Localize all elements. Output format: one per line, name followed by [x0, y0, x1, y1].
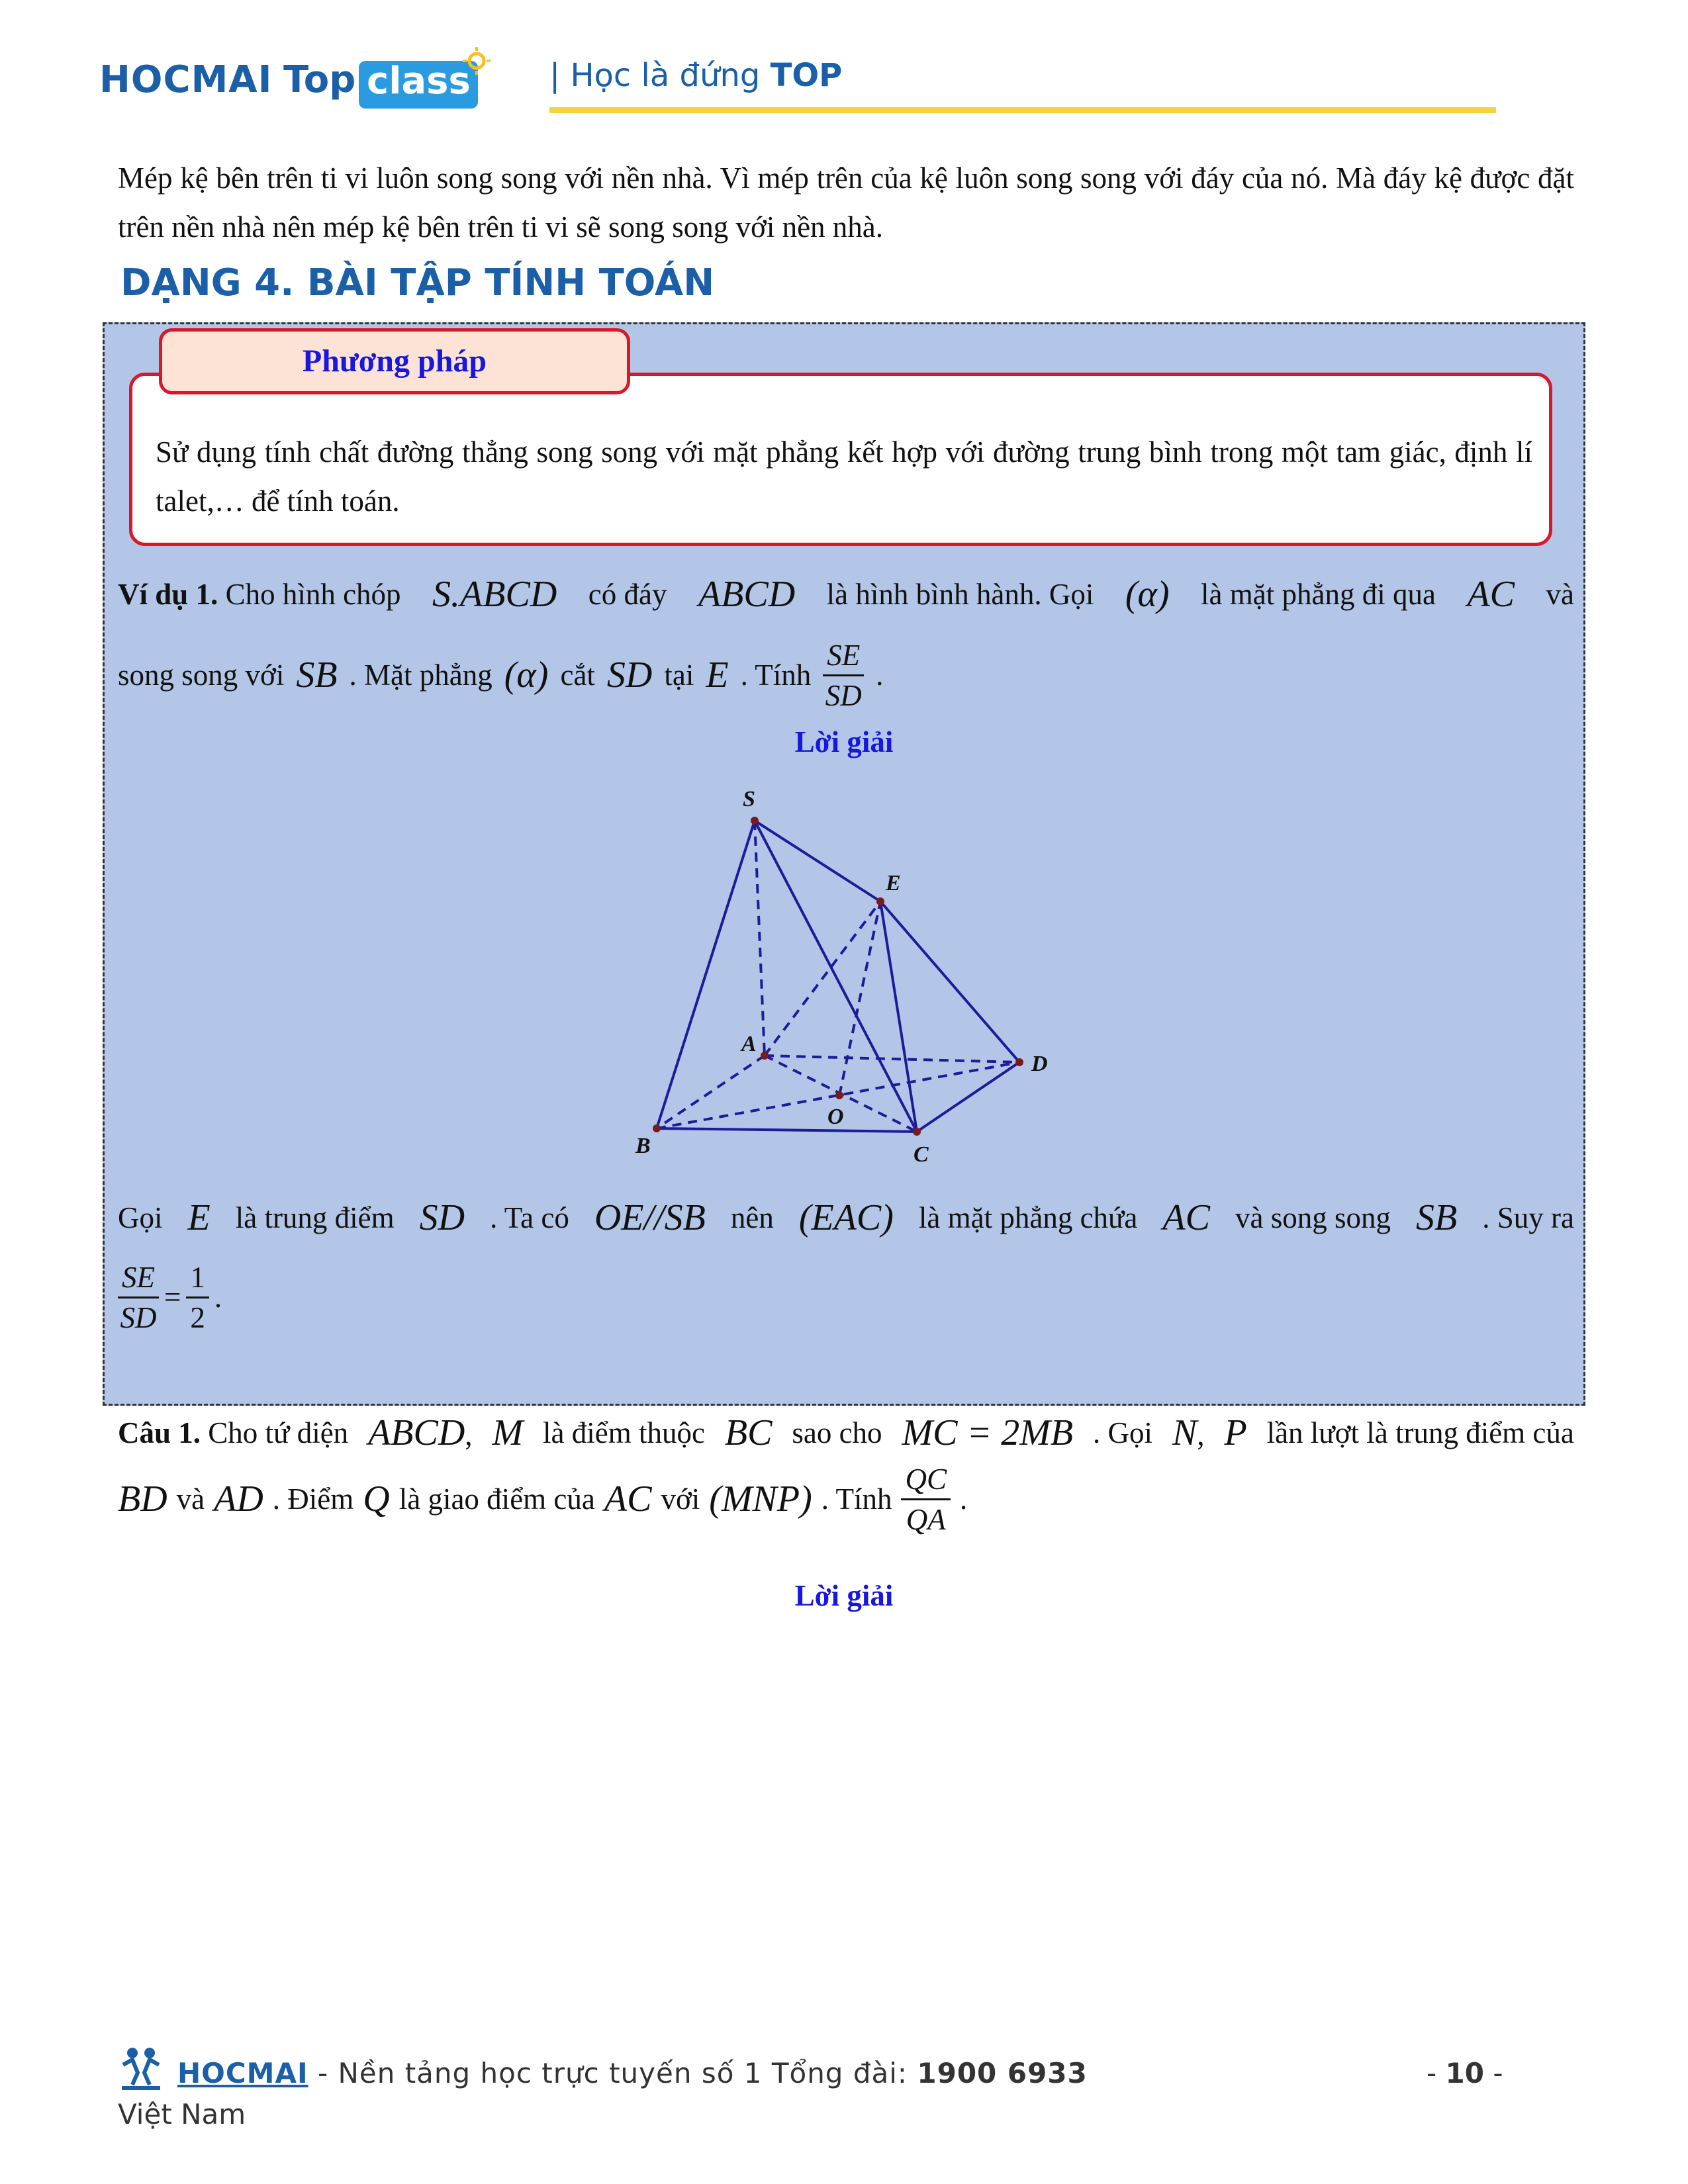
cau1-text: Cho tứ diện: [208, 1416, 349, 1449]
math-abcd: ABCD: [368, 1412, 465, 1453]
math-alpha: (α): [504, 655, 549, 696]
cau1-text: .: [959, 1482, 968, 1516]
math-sb: SB: [296, 655, 338, 696]
edge-ad: [765, 1056, 1019, 1062]
solution1-text: là trung điểm: [235, 1201, 395, 1234]
cau1-line1: [118, 1406, 1574, 1459]
math-sd: SD: [606, 655, 653, 696]
cau1-text: ,: [1197, 1418, 1205, 1451]
math-oe-parallel-sb: OE//SB: [594, 1197, 706, 1238]
example1-text: . Mặt phẳng: [349, 659, 492, 692]
example1-text: có đáy: [588, 578, 667, 611]
example1-text: tại: [664, 659, 694, 692]
cau1-text: sao cho: [792, 1416, 882, 1449]
edge-sa: [755, 821, 765, 1056]
solution1-text: . Ta có: [490, 1201, 569, 1234]
label-s: S: [743, 787, 755, 811]
example1-label: Ví dụ 1.: [118, 578, 218, 611]
example1-text: Cho hình chóp: [225, 578, 401, 611]
pyramid-figure: [616, 774, 1079, 1171]
hocmai-footer-icon: [118, 2045, 164, 2091]
math-p: P: [1224, 1412, 1247, 1453]
math-eac: (EAC): [798, 1197, 894, 1238]
example1-text: .: [876, 659, 884, 692]
cau1-text: là điểm thuộc: [543, 1416, 705, 1449]
math-sb: SB: [1415, 1197, 1458, 1238]
solution1-text: . Suy ra: [1482, 1201, 1574, 1234]
fraction-one-half: $\frac{1}{2}$: [186, 1258, 209, 1337]
example1-text: cắt: [560, 659, 595, 692]
tagline-bar: |: [549, 57, 561, 94]
logo-class-text: class: [367, 60, 471, 103]
tagline-text: Học là đứng: [570, 57, 761, 94]
math-mnp: (MNP): [709, 1479, 812, 1520]
header-tagline: [549, 57, 842, 94]
point-a: [761, 1052, 769, 1060]
label-b: B: [635, 1134, 651, 1158]
math-m: M: [492, 1412, 524, 1453]
solution1-line2: [118, 1251, 316, 1343]
edge-se: [755, 821, 880, 901]
example1-text: . Tính: [740, 659, 812, 692]
point-c: [913, 1128, 921, 1136]
math-ad: AD: [214, 1479, 263, 1520]
section-title: DẠNG 4. BÀI TẬP TÍNH TOÁN: [120, 261, 715, 304]
math-sd: SD: [419, 1197, 465, 1238]
solution-label: Lời giải: [794, 1579, 894, 1612]
example1-text: là hình bình hành. Gọi: [826, 578, 1094, 611]
example1-text: song song với: [118, 659, 285, 692]
cau1-text: . Tính: [821, 1482, 892, 1516]
label-e: E: [886, 871, 901, 895]
footer-brand-link[interactable]: HOCMAI: [177, 2057, 308, 2089]
solution-label: Lời giải: [794, 725, 894, 758]
math-ac: AC: [1467, 574, 1515, 615]
equals-sign: =: [164, 1281, 181, 1314]
footer-line: [177, 2057, 1088, 2089]
point-o: [835, 1091, 843, 1099]
cau1-text: . Điểm: [272, 1482, 354, 1516]
fraction-se-sd: $\frac{SE}{SD}$: [823, 636, 864, 715]
footer-country: Việt Nam: [118, 2098, 246, 2130]
solution1-text: nên: [730, 1201, 774, 1234]
sun-icon: [462, 46, 491, 75]
intro-paragraph: Mép kệ bên trên ti vi luôn song song với nền nhà. Vì mép trên của kệ luôn song song với đáy của nó. Mà đáy kệ được đặt trên nền nhà nên mép kệ bên trên ti vi sẽ song song với nền nhà.: [118, 161, 1574, 244]
method-title: Phương pháp: [302, 343, 487, 379]
cau1-text: với: [661, 1482, 700, 1516]
cau1-text: là giao điểm của: [399, 1482, 595, 1516]
method-text: Sử dụng tính chất đường thẳng song song với mặt phẳng kết hợp với đường trung bình trong một tam giác, định lí talet,… để tính toán.: [156, 435, 1532, 518]
edge-bc: [657, 1128, 917, 1132]
cau1-text: ,: [465, 1418, 473, 1451]
math-ac: AC: [1162, 1197, 1210, 1238]
example1-line2: [118, 635, 1574, 715]
footer-phone: 1900 6933: [917, 2057, 1088, 2089]
solution1-line1: [118, 1191, 1574, 1244]
edge-cd: [917, 1062, 1019, 1132]
cau1-text: . Gọi: [1093, 1416, 1153, 1449]
page-number: - 10 -: [1427, 2057, 1503, 2089]
point-e: [876, 897, 884, 905]
math-abcd: ABCD: [698, 574, 796, 615]
solution1-text: là mặt phẳng chứa: [918, 1201, 1138, 1234]
fraction-qc-qa: $\frac{QC}{QA}$: [901, 1460, 951, 1539]
point-s: [751, 817, 759, 825]
math-bd: BD: [118, 1479, 167, 1520]
example1-text: là mặt phẳng đi qua: [1201, 578, 1436, 611]
cau1-text: và: [176, 1482, 205, 1516]
label-d: D: [1031, 1052, 1048, 1076]
math-mc-2mb: MC = 2MB: [902, 1412, 1074, 1453]
math-alpha: (α): [1125, 574, 1170, 615]
cau1-line2: [118, 1456, 1574, 1542]
solution1-text: Gọi: [118, 1201, 163, 1234]
fraction-se-sd: $\frac{SE}{SD}$: [118, 1258, 159, 1337]
math-ac: AC: [604, 1479, 652, 1520]
cau1-text: lần lượt là trung điểm của: [1266, 1416, 1574, 1449]
example1-text: và: [1546, 578, 1574, 611]
label-c: C: [914, 1142, 929, 1167]
logo-hocmai-text: HOCMAI: [99, 58, 273, 101]
label-o: O: [827, 1105, 844, 1129]
logo-top-text: Top: [283, 58, 356, 101]
label-a: A: [741, 1032, 757, 1056]
cau1-label: Câu 1.: [118, 1416, 201, 1449]
footer-tagline: - Nền tảng học trực tuyến số 1 Tổng đài:: [308, 2057, 917, 2089]
math-e: E: [187, 1197, 211, 1238]
edge-sb: [657, 821, 755, 1128]
header-rule: [549, 107, 1496, 113]
solution1-text: và song song: [1235, 1201, 1391, 1234]
math-q: Q: [363, 1479, 390, 1520]
math-n: N: [1172, 1412, 1197, 1453]
math-e: E: [706, 655, 729, 696]
edge-oe: [839, 901, 880, 1095]
point-d: [1015, 1058, 1023, 1066]
hocmai-topclass-logo: [99, 46, 496, 119]
math-bc: BC: [724, 1412, 773, 1453]
math-sabcd: S.ABCD: [432, 574, 557, 615]
example1-line1: [118, 568, 1574, 621]
point-b: [653, 1124, 661, 1132]
solution1-text: .: [214, 1281, 222, 1314]
tagline-top: TOP: [770, 57, 843, 94]
